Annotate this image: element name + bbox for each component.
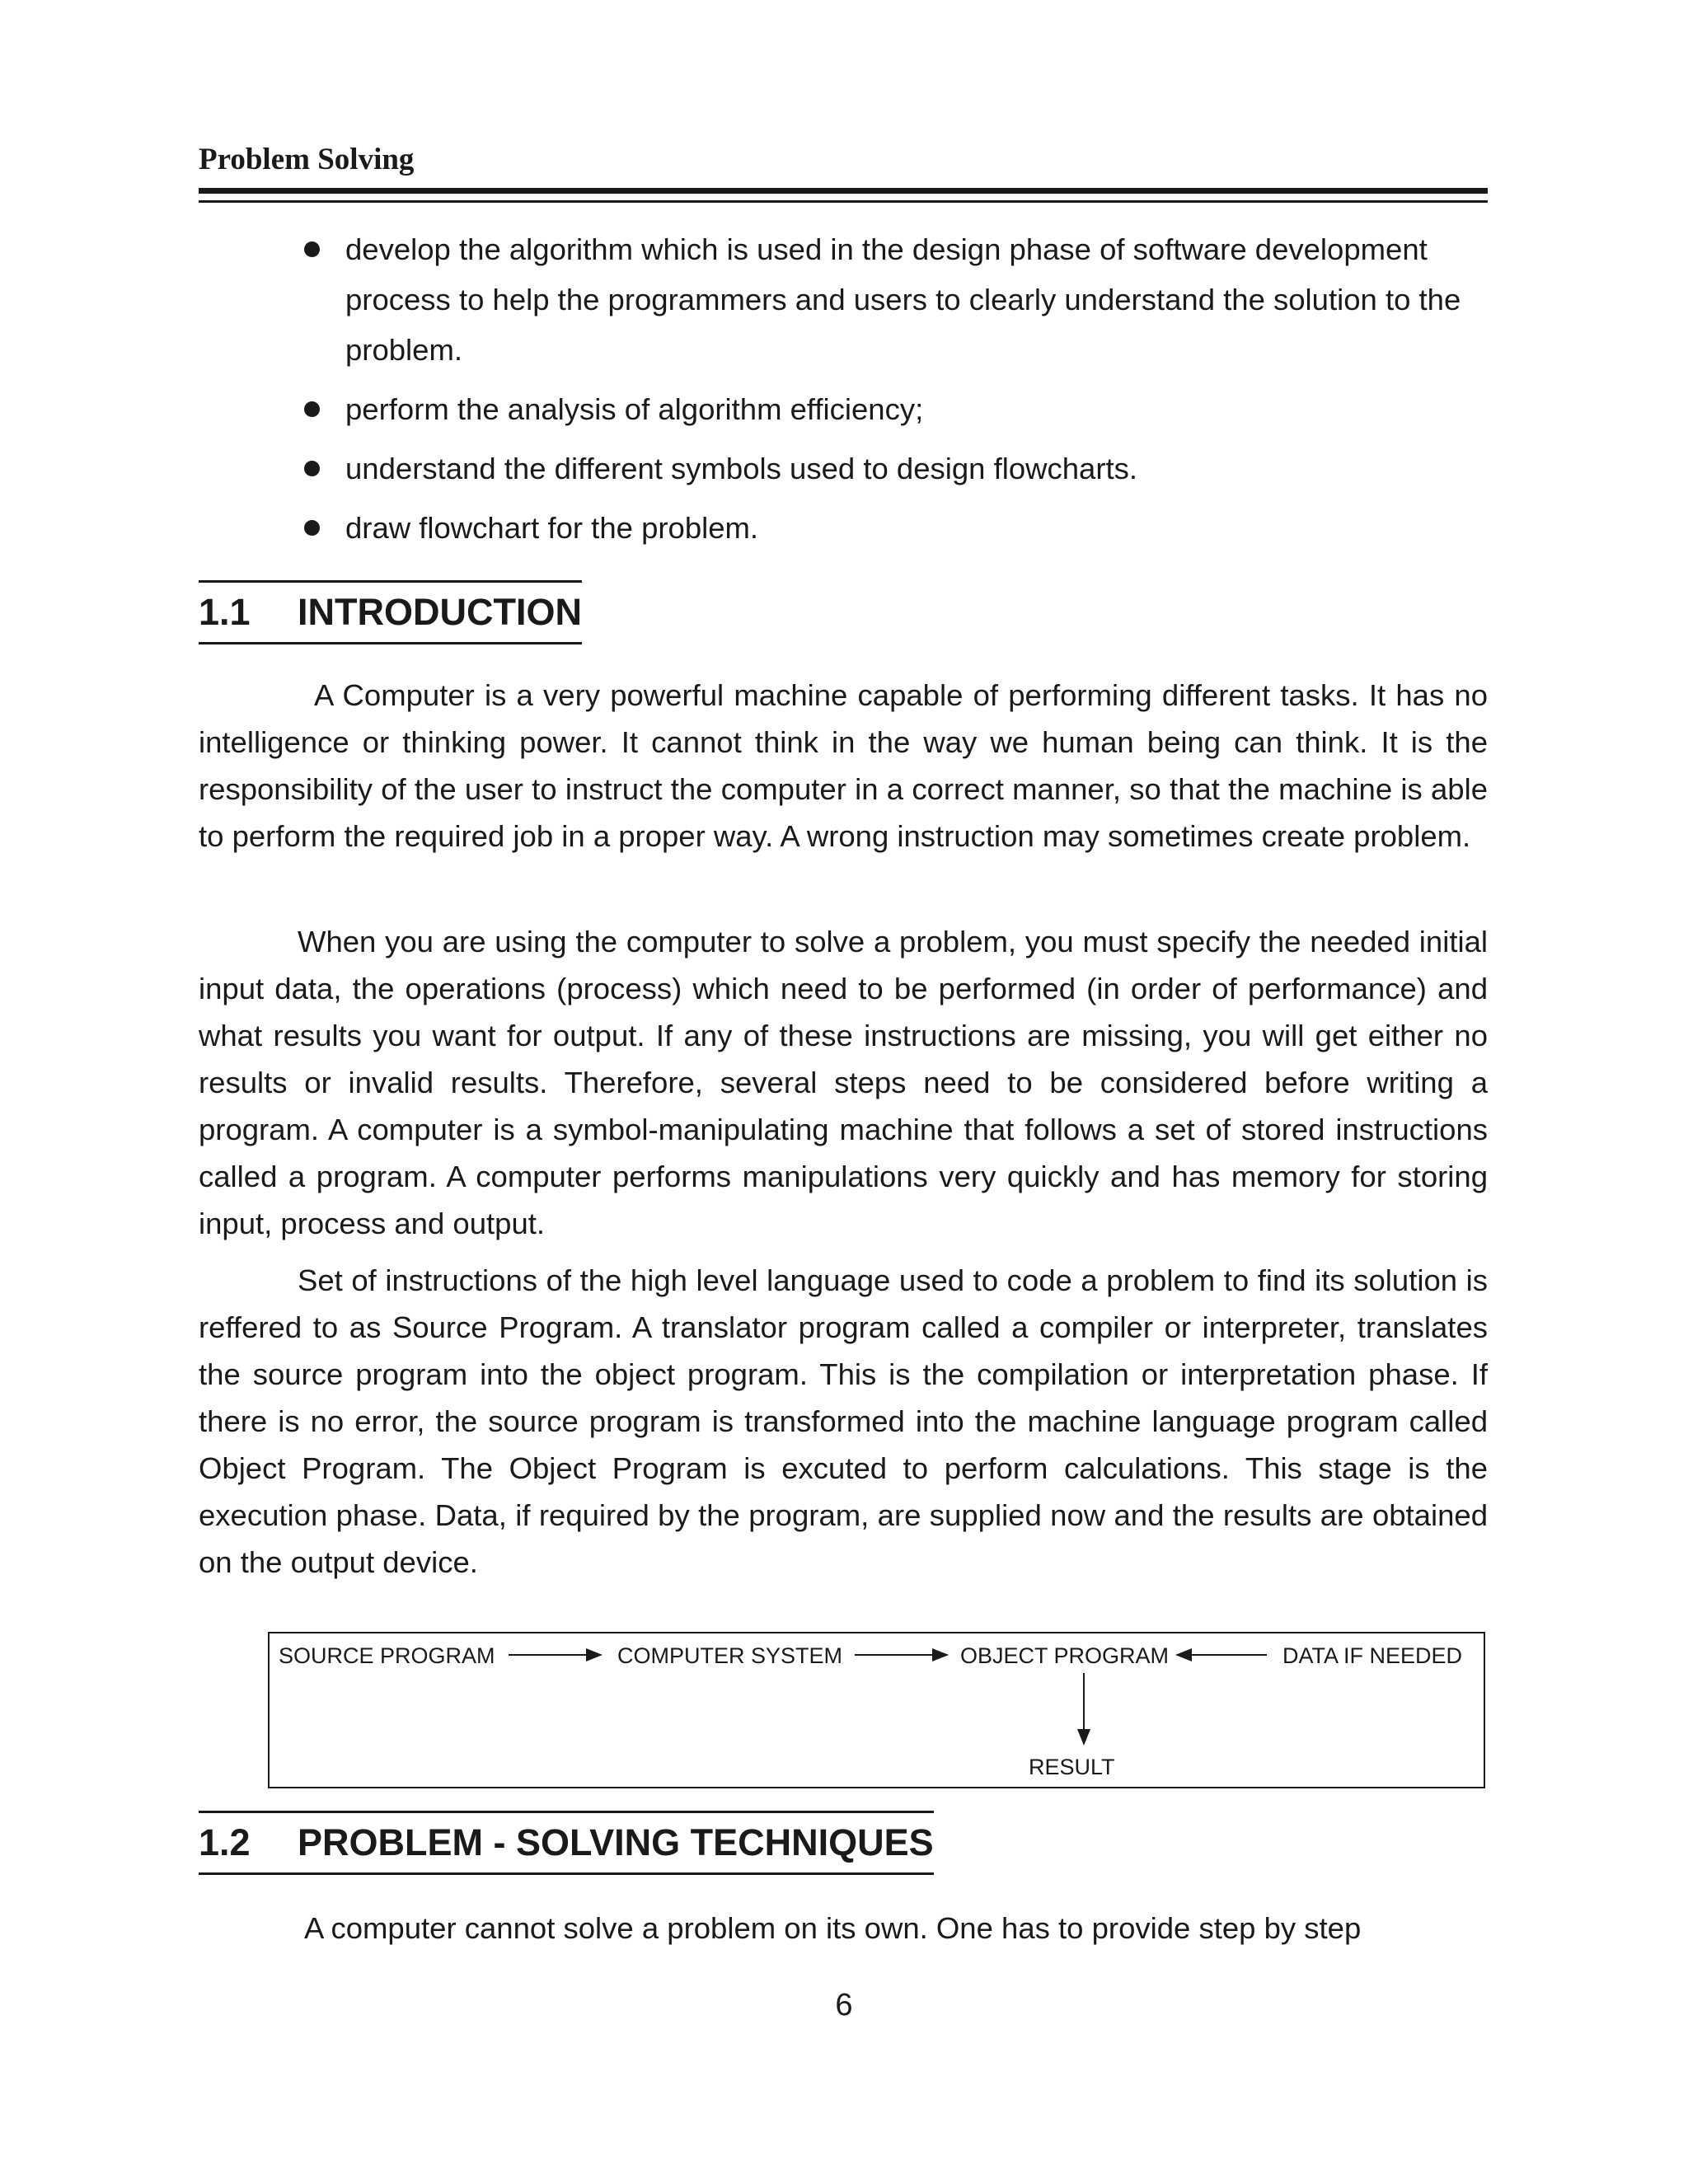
objective-item xyxy=(199,503,1488,553)
objective-text: draw flowchart for the problem. xyxy=(345,511,759,545)
intro-paragraph-3: Set of instructions of the high level language used to code a problem to find its solution is reffered to as Source Program. A translator program called a compiler or interpreter, translates the source program into the object program. This is the compilation or interpretation phase. If there is no error, the source program is transformed into the machine language program called Object Program. The Object Program is excuted to perform calculations. This stage is the execution phase. Data, if required by the program, are supplied now and the results are obtained on the output device. xyxy=(199,1263,1488,1579)
objective-text: understand the different symbols used to design flowcharts. xyxy=(345,452,1138,485)
section-heading-introduction xyxy=(199,580,582,644)
objective-text: perform the analysis of algorithm efficiency; xyxy=(345,392,924,426)
objective-item xyxy=(199,443,1488,494)
section-heading-problem-solving-techniques xyxy=(199,1811,934,1875)
diagram-data-if-needed: DATA IF NEEDED xyxy=(1282,1643,1463,1668)
objective-text: develop the algorithm which is used in the design phase of software development process to help the programmers and users to clearly understand the solution to the problem. xyxy=(345,232,1461,367)
bullet-icon xyxy=(304,461,320,476)
objective-item xyxy=(199,384,1488,434)
bullet-icon xyxy=(304,241,320,257)
diagram-object-program: OBJECT PROGRAM xyxy=(960,1643,1170,1668)
compilation-flow-diagram xyxy=(268,1632,1485,1788)
running-head: Problem Solving xyxy=(199,143,415,176)
page-number: 6 xyxy=(835,1988,853,2022)
objectives-list xyxy=(199,224,1488,562)
header-rule-thick xyxy=(199,188,1488,194)
diagram-source-program: SOURCE PROGRAM xyxy=(279,1643,495,1668)
diagram-result: RESULT xyxy=(1029,1755,1115,1779)
intro-paragraph-2: When you are using the computer to solve a problem, you must specify the needed initial input data, the operations (process) which need to be performed (in order of performance) and what results you want for output. If any of these instructions are missing, you will get either no results or invalid results. Therefore, several steps need to be considered before writing a program. A computer is a symbol-manipulating machine that follows a set of stored instructions called a program. A computer performs manipulations very quickly and has memory for storing input, process and output. xyxy=(199,925,1488,1240)
intro-paragraph-1: A Computer is a very powerful machine capable of performing different tasks. It has no intelligence or thinking power. It cannot think in the way we human being can think. It is the responsibility of the user to instruct the computer in a correct manner, so that the machine is able to perform the required job in a proper way. A wrong instruction may sometimes create problem. xyxy=(199,678,1488,853)
objective-item xyxy=(199,224,1488,375)
section-title: INTRODUCTION xyxy=(298,591,582,633)
techniques-paragraph: A computer cannot solve a problem on its own. One has to provide step by step xyxy=(304,1911,1362,1945)
bullet-icon xyxy=(304,520,320,536)
section-number: 1.2 xyxy=(199,1821,251,1863)
section-title: PROBLEM - SOLVING TECHNIQUES xyxy=(298,1821,934,1863)
diagram-computer-system: COMPUTER SYSTEM xyxy=(617,1643,843,1668)
section-number: 1.1 xyxy=(199,591,251,633)
bullet-icon xyxy=(304,401,320,417)
header-rule-thin xyxy=(199,200,1488,203)
